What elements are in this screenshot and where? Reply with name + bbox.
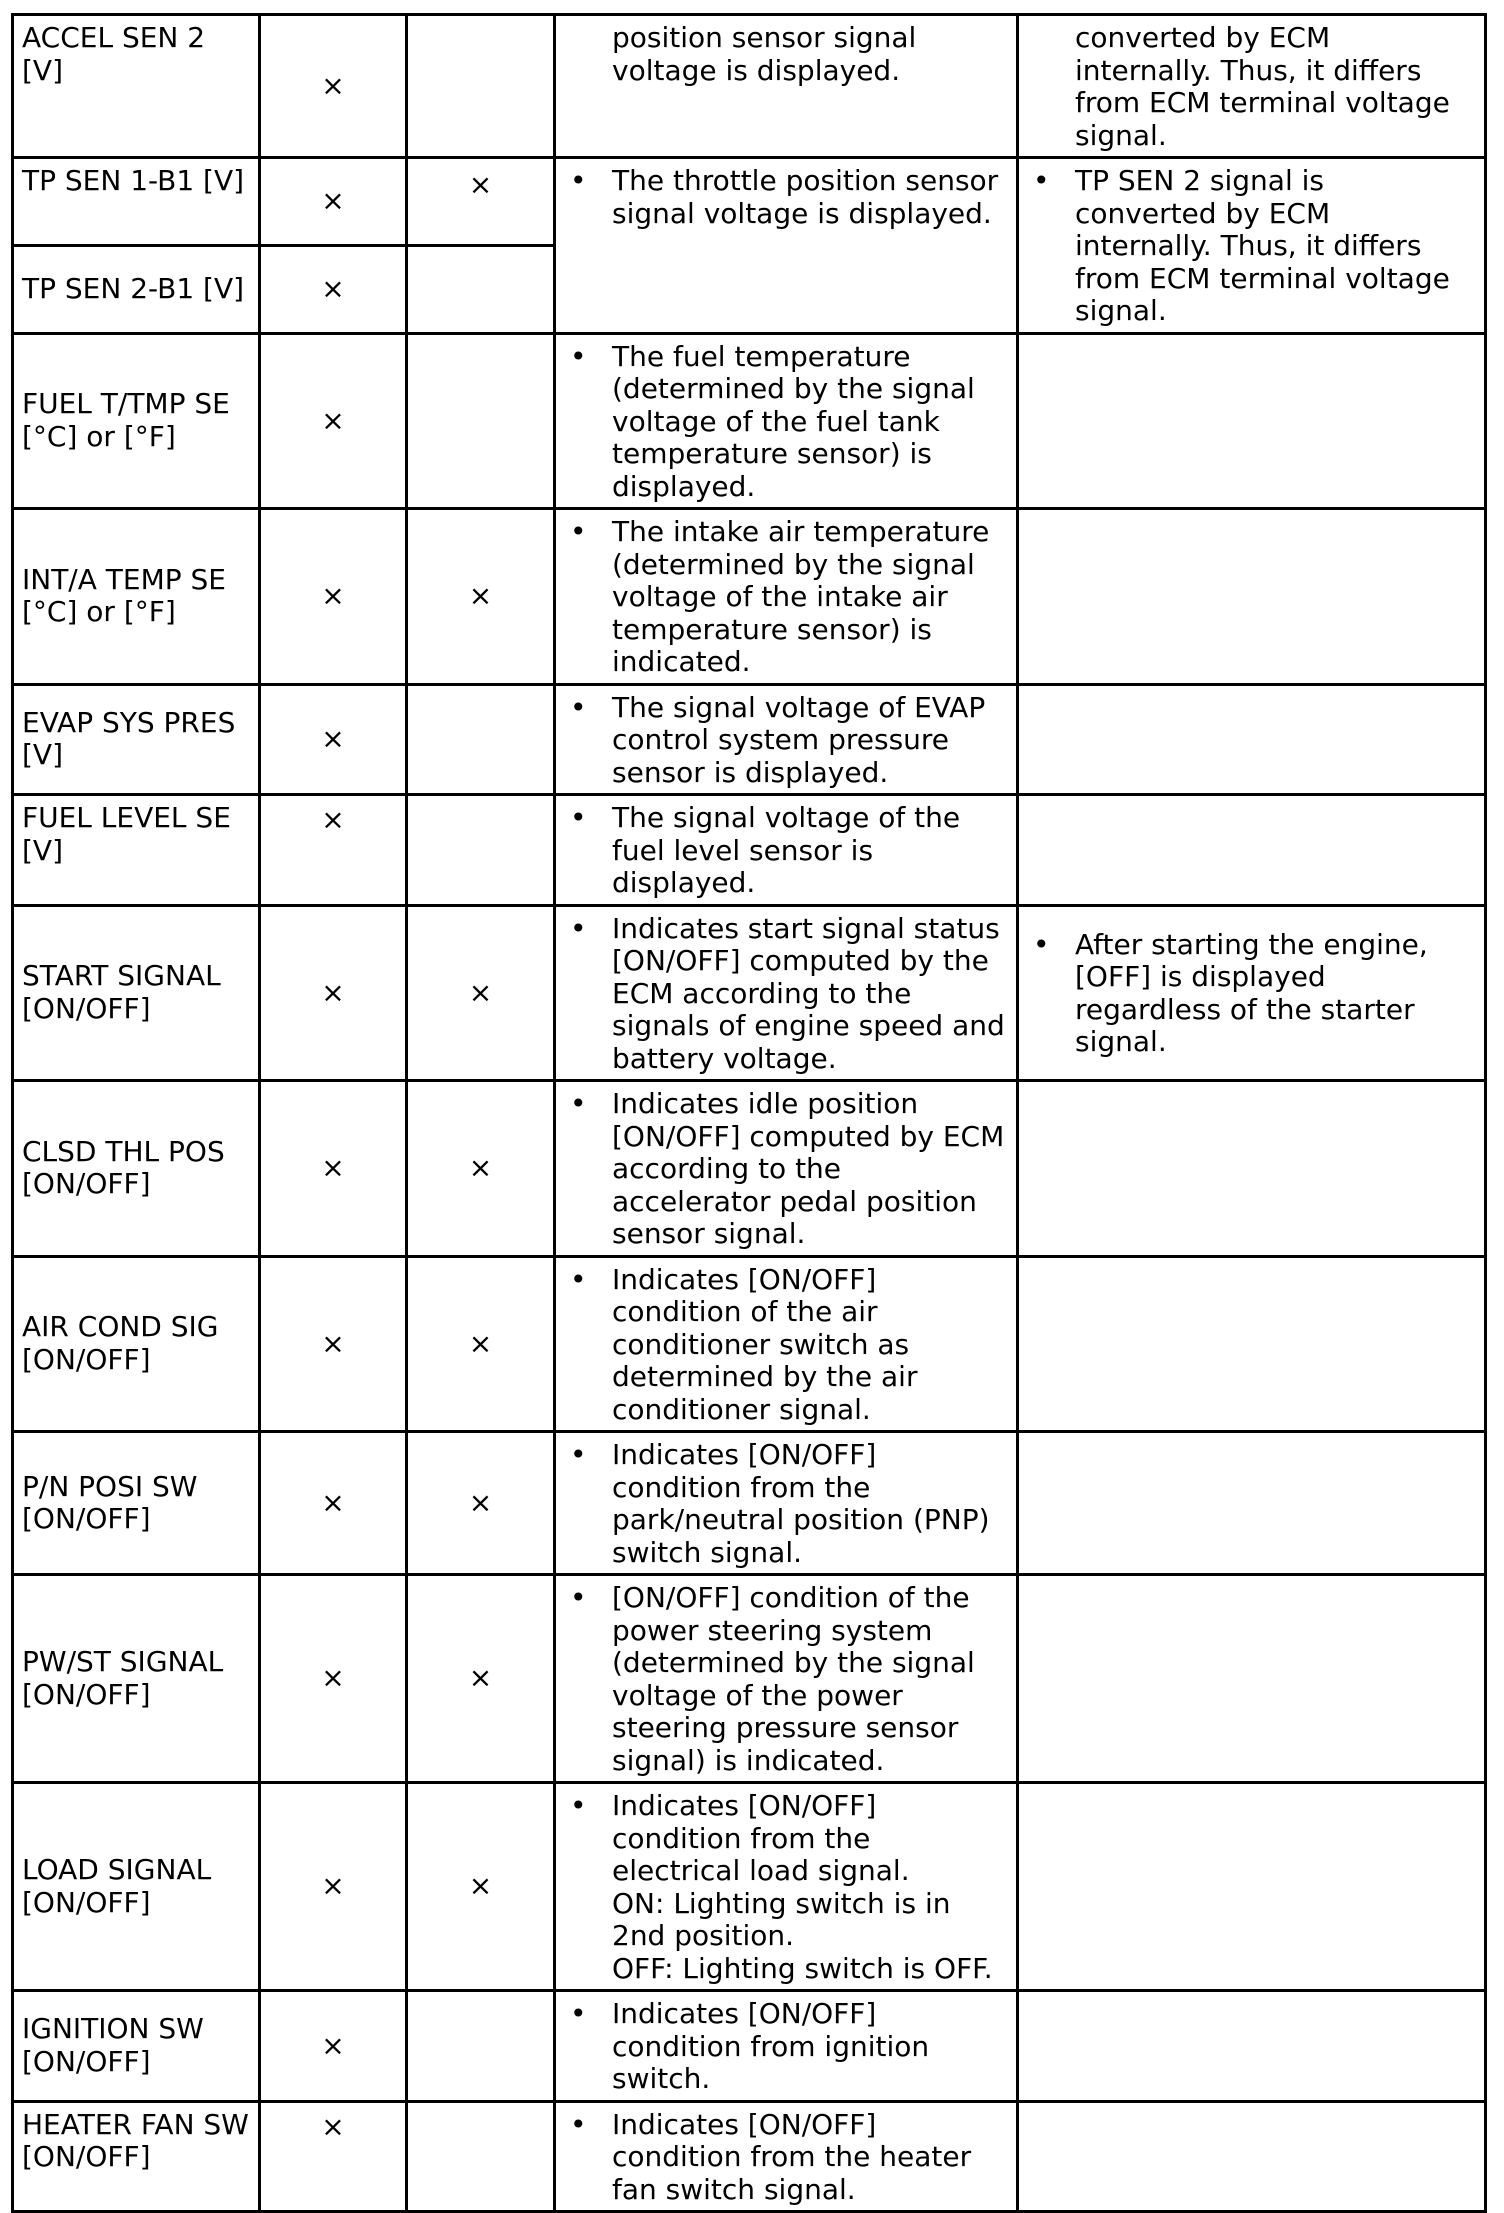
description-text: ON: Lighting switch is in 2nd position. [612,1886,951,1952]
item-name: IGNITION SW [ON/OFF] [13,1991,260,2102]
selection-mark: × [407,158,555,246]
main-signal-mark: × [260,2101,407,2212]
table-row [13,1575,1486,1783]
remarks-cell [1018,684,1486,795]
table-row [13,2101,1486,2212]
remarks-cell [1018,509,1486,685]
remarks-text: After starting the engine, [OFF] is displayed regardless of the starter signal. [1075,927,1428,1058]
table-row [13,795,1486,906]
table-row [13,684,1486,795]
item-name: LOAD SIGNAL [ON/OFF] [13,1783,260,1991]
bullet-icon: • [570,1789,587,1822]
main-signal-mark: × [260,158,407,246]
main-signal-mark: × [260,795,407,906]
bullet-icon: • [570,164,587,197]
selection-mark: × [407,509,555,685]
remarks-cell [1018,1081,1486,1257]
main-signal-mark: × [260,1575,407,1783]
remarks-text: converted by ECM internally. Thus, it differs from ECM terminal voltage signal. [1075,21,1450,152]
main-signal-mark: × [260,1081,407,1257]
bullet-icon: • [570,801,587,834]
bullet-icon: • [570,515,587,548]
remarks-cell [1018,795,1486,906]
item-name: TP SEN 1-B1 [V] [13,158,260,246]
description-cell [555,333,1018,509]
selection-mark [407,333,555,509]
main-signal-mark: × [260,905,407,1081]
description-text: Indicates [ON/OFF] condition from ignition switch. [612,1997,930,2095]
item-name: START SIGNAL [ON/OFF] [13,905,260,1081]
main-signal-mark: × [260,245,407,333]
description-cell [555,1575,1018,1783]
bullet-icon: • [570,1262,587,1296]
selection-mark [407,15,555,158]
selection-mark [407,2101,555,2212]
selection-mark: × [407,1081,555,1257]
description-cell [555,1432,1018,1575]
item-name: FUEL T/TMP SE [°C] or [°F] [13,333,260,509]
table-row [13,158,1486,246]
selection-mark: × [407,1575,555,1783]
table-row [13,1256,1486,1432]
remarks-cell [1018,1575,1486,1783]
item-name: ACCEL SEN 2 [V] [13,15,260,158]
table-row [13,333,1486,509]
description-text: [ON/OFF] condition of the power steering system (determined by the signal voltage of the power steering pressure sensor signal) is indicated. [612,1581,975,1777]
selection-mark [407,1991,555,2102]
main-signal-mark: × [260,1256,407,1432]
description-text: position sensor signal voltage is displayed. [612,21,917,87]
bullet-icon: • [1033,164,1050,197]
remarks-cell [1018,1991,1486,2102]
description-cell [555,795,1018,906]
main-signal-mark: × [260,509,407,685]
remarks-text: TP SEN 2 signal is converted by ECM internally. Thus, it differs from ECM terminal voltage signal. [1075,164,1450,327]
description-text: Indicates [ON/OFF] condition from the heater fan switch signal. [612,2107,972,2206]
remarks-cell [1018,15,1486,158]
remarks-cell [1018,1783,1486,1991]
bullet-icon: • [570,911,587,945]
item-name: HEATER FAN SW [ON/OFF] [13,2101,260,2212]
bullet-icon: • [570,1581,587,1614]
description-cell [555,158,1018,334]
monitor-item-table [11,13,1487,2213]
description-text: Indicates [ON/OFF] condition of the air conditioner switch as determined by the air conditioner signal. [612,1262,918,1426]
remarks-cell [1018,158,1486,334]
selection-mark: × [407,1783,555,1991]
table-row [13,1432,1486,1575]
selection-mark: × [407,1256,555,1432]
item-name: TP SEN 2-B1 [V] [13,245,260,333]
remarks-cell [1018,905,1486,1081]
bullet-icon: • [570,1087,587,1120]
item-name: AIR COND SIG [ON/OFF] [13,1256,260,1432]
table-row [13,1783,1486,1991]
description-text: Indicates idle position [ON/OFF] computed by ECM according to the accelerator pedal position sensor signal. [612,1087,1005,1250]
table-row [13,15,1486,158]
bullet-icon: • [570,1997,587,2030]
item-name: CLSD THL POS [ON/OFF] [13,1081,260,1257]
main-signal-mark: × [260,333,407,509]
selection-mark [407,795,555,906]
item-name: PW/ST SIGNAL [ON/OFF] [13,1575,260,1783]
selection-mark: × [407,905,555,1081]
table-row [13,905,1486,1081]
description-text: The intake air temperature (determined by the signal voltage of the intake air temperature sensor) is indicated. [612,515,990,678]
description-cell [555,1783,1018,1991]
description-cell [555,1081,1018,1257]
description-cell [555,684,1018,795]
description-text: Indicates [ON/OFF] condition from the park/neutral position (PNP) switch signal. [612,1438,990,1569]
description-cell [555,1256,1018,1432]
description-text: The throttle position sensor signal voltage is displayed. [612,164,999,230]
description-cell [555,509,1018,685]
description-cell [555,905,1018,1081]
remarks-cell [1018,1256,1486,1432]
bullet-icon: • [570,2107,587,2141]
item-name: EVAP SYS PRES [V] [13,684,260,795]
remarks-cell [1018,1432,1486,1575]
main-signal-mark: × [260,1432,407,1575]
description-cell [555,1991,1018,2102]
remarks-cell [1018,2101,1486,2212]
bullet-icon: • [1033,927,1050,961]
monitor-item-table-wrapper [11,13,1487,2213]
table-row [13,1991,1486,2102]
description-text: Indicates start signal status [ON/OFF] computed by the ECM according to the signals of engine speed and battery voltage. [612,911,1005,1075]
main-signal-mark: × [260,15,407,158]
selection-mark [407,684,555,795]
description-text: The signal voltage of the fuel level sensor is displayed. [612,801,961,899]
remarks-cell [1018,333,1486,509]
main-signal-mark: × [260,684,407,795]
description-text: The fuel temperature (determined by the signal voltage of the fuel tank temperature sensor) is displayed. [612,339,975,503]
table-row [13,509,1486,685]
bullet-icon: • [570,339,587,373]
item-name: P/N POSI SW [ON/OFF] [13,1432,260,1575]
selection-mark: × [407,1432,555,1575]
description-text: Indicates [ON/OFF] condition from the electrical load signal. [612,1789,910,1887]
description-cell [555,15,1018,158]
selection-mark [407,245,555,333]
bullet-icon: • [570,690,587,724]
table-row [13,1081,1486,1257]
description-cell [555,2101,1018,2212]
item-name: FUEL LEVEL SE [V] [13,795,260,906]
description-text: OFF: Lighting switch is OFF. [612,1951,993,1985]
item-name: INT/A TEMP SE [°C] or [°F] [13,509,260,685]
main-signal-mark: × [260,1783,407,1991]
main-signal-mark: × [260,1991,407,2102]
bullet-icon: • [570,1438,587,1471]
description-text: The signal voltage of EVAP control system pressure sensor is displayed. [612,690,986,789]
